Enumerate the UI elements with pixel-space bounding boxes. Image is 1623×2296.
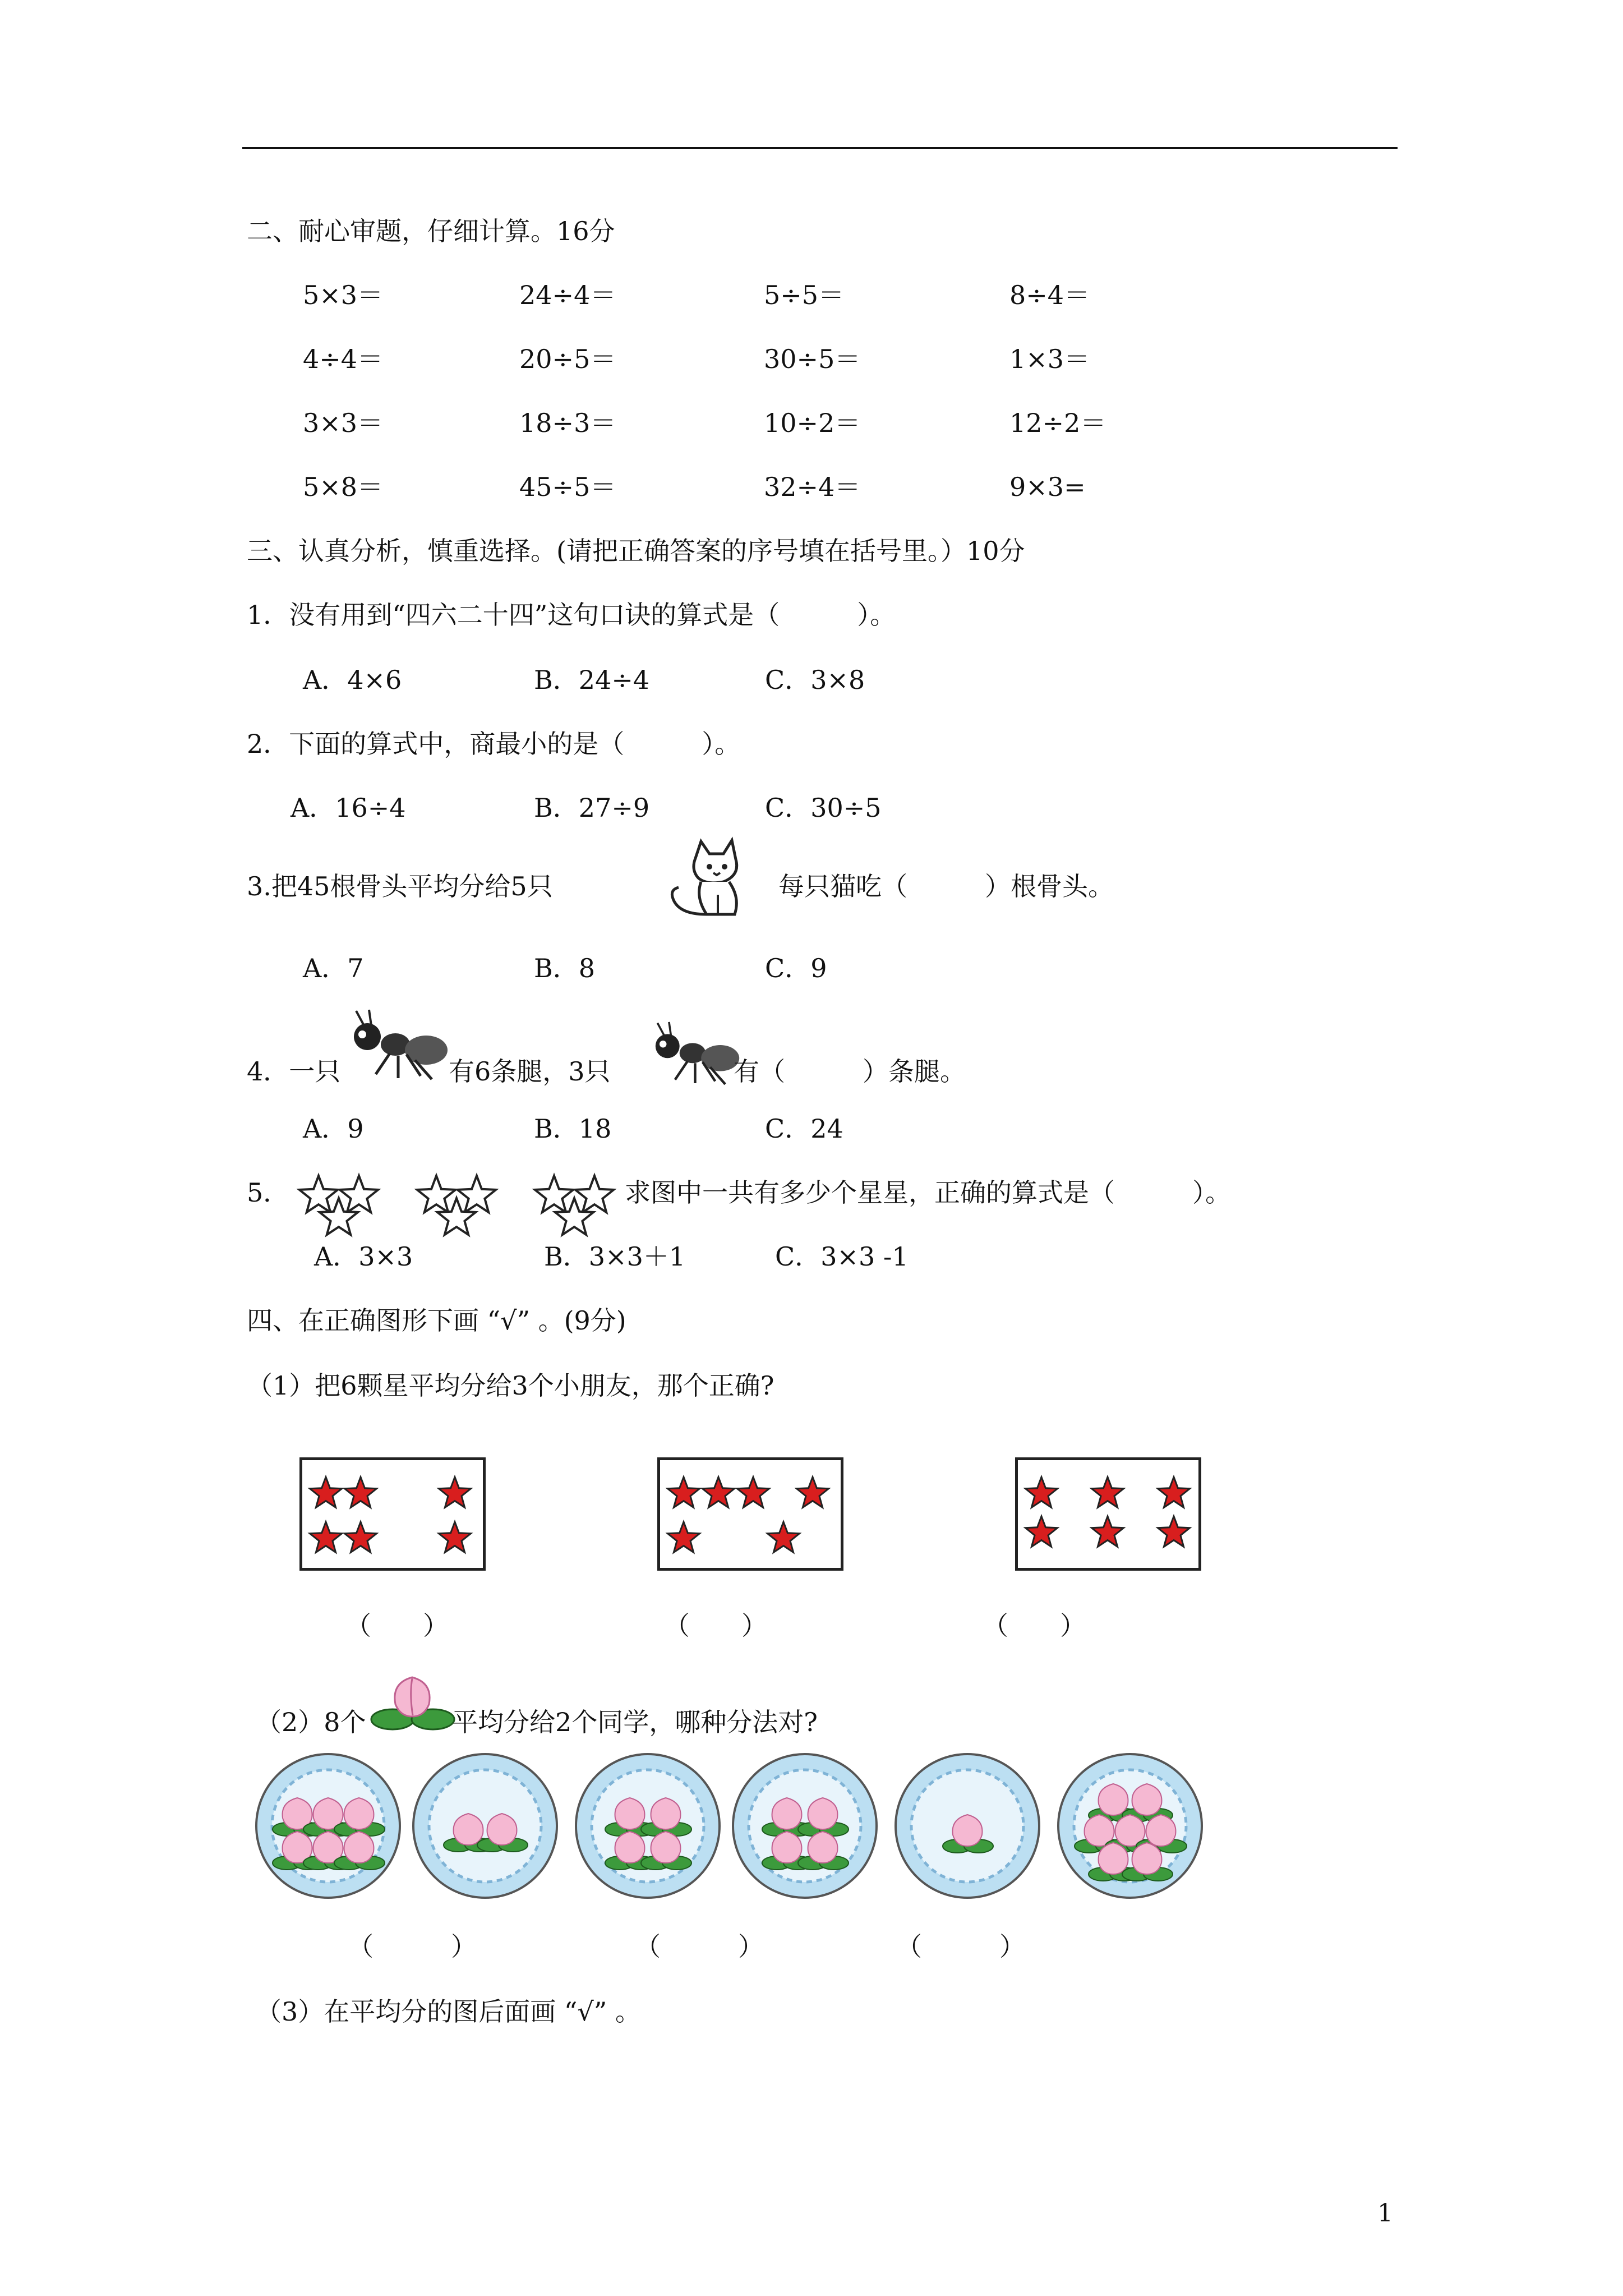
q5-stem: 求图中一共有多少个星星，正确的算式是（ ）。 [625, 1177, 1231, 1208]
cat-icon [662, 836, 774, 920]
red-star [439, 1522, 471, 1552]
q1-option-c: C．3×8 [765, 665, 865, 695]
calc-item: 1×3＝ [1009, 344, 1090, 374]
section4-title: 四、在正确图形下画 “√” 。(9分) [247, 1305, 626, 1336]
q4-part3: 有（ ）条腿。 [734, 1056, 966, 1087]
calc-item: 30÷5＝ [764, 344, 861, 374]
p1-stem: （1）把6颗星平均分给3个小朋友，那个正确? [247, 1370, 774, 1401]
peach-plates-figure [258, 1750, 1223, 1907]
peach-icon [370, 1666, 454, 1733]
calc-item: 4÷4＝ [303, 344, 384, 374]
q4-option-b: B．18 [534, 1114, 612, 1144]
q5-option-b: B．3×3＋1 [544, 1241, 686, 1272]
q2-stem: 2．下面的算式中，商最小的是（ ）。 [247, 729, 741, 759]
star-box-1 [299, 1457, 486, 1571]
p2-stem-before: （2）8个 [256, 1707, 366, 1737]
calc-item: 10÷2＝ [764, 408, 861, 438]
section3-title: 三、认真分析，慎重选择。(请把正确答案的序号填在括号里。）10分 [247, 536, 1025, 566]
outline-star [299, 1176, 338, 1212]
red-star [345, 1522, 377, 1552]
q4-part1: 4．一只 [247, 1056, 341, 1087]
q4-option-a: A．9 [303, 1114, 364, 1144]
calc-item: 18÷3＝ [519, 408, 616, 438]
q2-option-c: C．30÷5 [765, 793, 882, 823]
q3-option-b: B．8 [534, 953, 596, 983]
p1-answer-2[interactable]: （ ） [664, 1611, 767, 1641]
q2-option-a: A．16÷4 [291, 793, 406, 823]
calc-item: 32÷4＝ [764, 472, 861, 502]
red-star [310, 1477, 342, 1507]
p2-answer-3[interactable]: （ ） [896, 1931, 1025, 1962]
page-number: 1 [1377, 2199, 1393, 2228]
red-star [1158, 1477, 1190, 1507]
q1-option-b: B．24÷4 [534, 665, 650, 695]
outline-star [575, 1176, 614, 1212]
red-star [439, 1477, 471, 1507]
p1-answer-3[interactable]: （ ） [983, 1611, 1086, 1641]
q1-option-a: A．4×6 [303, 665, 402, 695]
red-star [768, 1522, 800, 1552]
red-star [703, 1477, 735, 1507]
red-star [797, 1477, 829, 1507]
calc-item: 12÷2＝ [1009, 408, 1106, 438]
outline-star [458, 1176, 496, 1212]
q3-stem-before: 3.把45根骨头平均分给5只 [247, 871, 553, 901]
red-star [310, 1522, 342, 1552]
outline-star [535, 1176, 573, 1212]
red-star [345, 1477, 377, 1507]
ant-icon [342, 1010, 449, 1083]
red-star [668, 1477, 700, 1507]
calc-item: 5÷5＝ [764, 280, 845, 310]
p1-answer-1[interactable]: （ ） [345, 1611, 449, 1641]
p3-stem: （3）在平均分的图后面画 “√” 。 [256, 1996, 641, 2027]
calc-item: 5×3＝ [303, 280, 384, 310]
q3-option-a: A．7 [303, 953, 364, 983]
calc-item: 9×3= [1009, 472, 1086, 502]
calc-item: 45÷5＝ [519, 472, 616, 502]
plate-inner-ring [429, 1770, 541, 1882]
p2-answer-2[interactable]: （ ） [635, 1931, 764, 1962]
ant-icon [645, 1021, 740, 1088]
q4-option-c: C．24 [765, 1114, 843, 1144]
header-rule [242, 147, 1398, 149]
q5-label: 5． [247, 1177, 289, 1208]
red-star [1026, 1477, 1058, 1507]
section2-title: 二、耐心审题，仔细计算。16分 [247, 216, 615, 246]
star-box-2 [657, 1457, 843, 1571]
outline-star [340, 1176, 378, 1212]
calc-item: 5×8＝ [303, 472, 384, 502]
calc-item: 3×3＝ [303, 408, 384, 438]
calc-item: 24÷4＝ [519, 280, 616, 310]
q3-option-c: C．9 [765, 953, 827, 983]
red-star [1092, 1516, 1124, 1547]
q2-option-b: B．27÷9 [534, 793, 650, 823]
calc-item: 8÷4＝ [1009, 280, 1090, 310]
red-star [737, 1477, 769, 1507]
red-star [1158, 1516, 1190, 1547]
outline-star [417, 1176, 455, 1212]
red-star [1092, 1477, 1124, 1507]
q3-stem-after: 每只猫吃（ ）根骨头。 [778, 871, 1114, 901]
outline-stars-figure [292, 1167, 628, 1240]
q5-option-a: A．3×3 [314, 1241, 413, 1272]
star-box-3 [1015, 1457, 1201, 1571]
q1-stem: 1．没有用到“四六二十四”这句口诀的算式是（ ）。 [247, 600, 896, 630]
p2-answer-1[interactable]: （ ） [348, 1931, 477, 1962]
q4-part2: 有6条腿，3只 [449, 1056, 611, 1087]
p2-stem-after: 平均分给2个同学，哪种分法对? [452, 1707, 818, 1737]
red-star [1026, 1516, 1058, 1547]
q5-option-c: C．3×3 -1 [775, 1241, 909, 1272]
red-star [668, 1522, 700, 1552]
calc-item: 20÷5＝ [519, 344, 616, 374]
